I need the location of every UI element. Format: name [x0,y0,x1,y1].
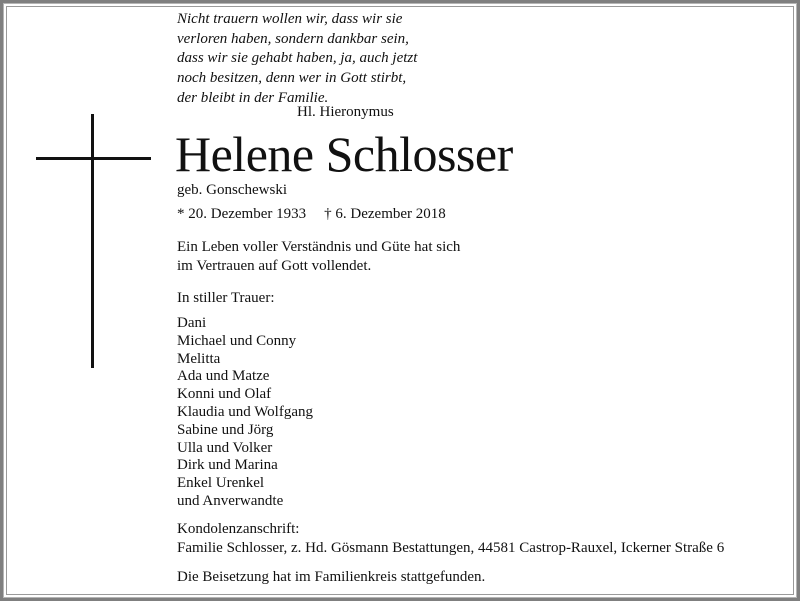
quote-line: noch besitzen, denn wer in Gott stirbt, [177,69,407,86]
mourning-heading: In stiller Trauer: [177,290,275,306]
mourner: Ada und Matze [177,368,270,385]
cross-horizontal-bar [36,157,151,160]
quote-line: verloren haben, sondern dankbar sein, [177,30,409,47]
condolence-address: Familie Schlosser, z. Hd. Gösmann Bestattungen, 44581 Castrop-Rauxel, Ickerner Straße 6 [177,540,725,556]
death-date: † 6. Dezember 2018 [324,206,446,222]
mourner: Enkel Urenkel [177,475,265,492]
tribute-line: Ein Leben voller Verständnis und Güte hat sich [177,239,461,255]
mourners-list [177,315,313,511]
condolence-address-block [177,520,724,558]
tribute-line: im Vertrauen auf Gott vollendet. [177,258,372,274]
mourner: und Anverwandte [177,492,284,509]
quote-line: dass wir sie gehabt haben, ja, auch jetzt [177,50,418,66]
quote-line: der bleibt in der Familie. [177,90,329,106]
mourner: Melitta [177,350,221,367]
mourner: Sabine und Jörg [177,421,274,438]
mourner: Dani [177,315,207,331]
quote [177,10,417,109]
cross-vertical-bar [91,114,94,368]
maiden-name: geb. Gonschewski [177,182,287,198]
burial-note: Die Beisetzung hat im Familienkreis stattgefunden. [177,569,486,585]
tribute [177,238,460,276]
mourner: Ulla und Volker [177,439,273,456]
mourner: Michael und Conny [177,332,297,349]
condolence-label: Kondolenzanschrift: [177,521,300,537]
quote-author: Hl. Hieronymus [297,104,394,120]
mourner: Dirk und Marina [177,457,278,474]
mourner: Klaudia und Wolfgang [177,403,313,420]
mourner: Konni und Olaf [177,386,272,403]
birth-date: * 20. Dezember 1933 [177,206,307,222]
life-dates [177,206,446,223]
deceased-name: Helene Schlosser [175,126,513,182]
quote-line: Nicht trauern wollen wir, dass wir sie [177,11,403,27]
